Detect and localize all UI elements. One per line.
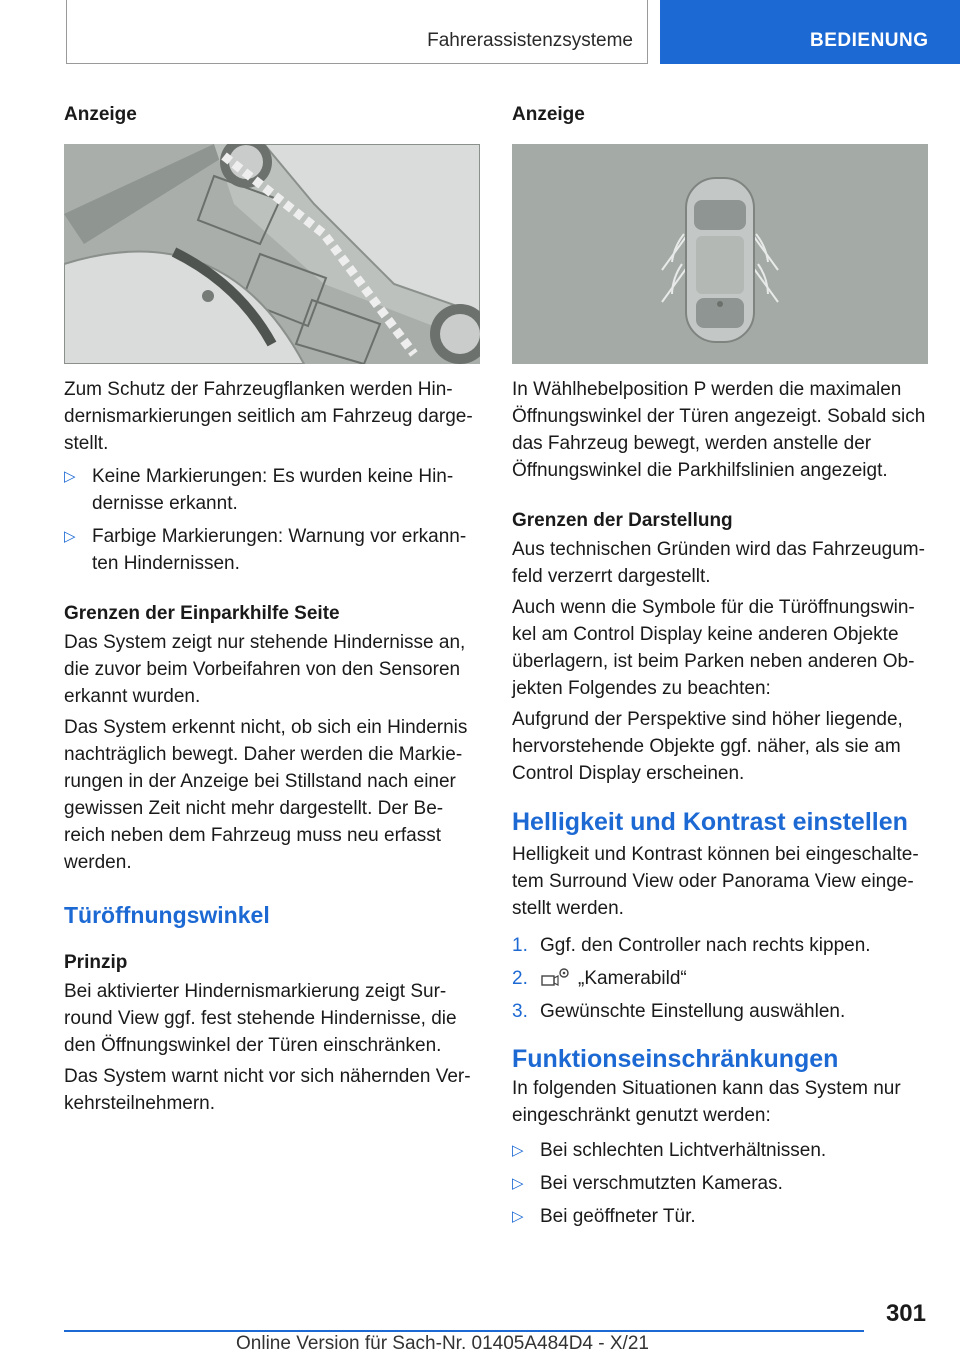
darstellung-paragraph-3: Aufgrund der Perspektive sind höher liegende, hervorstehende Objekte ggf. näher, als sie am Control Display erscheinen. [512,709,903,784]
grenzen-paragraph-1: Das System zeigt nur stehende Hindernisse an, die zuvor beim Vorbeifahren von den Sensoren erkannt wurden. [64,632,466,707]
funktionseinschraenkungen-heading: Funktionseinschränkungen [512,1045,839,1073]
list-item: ▷ Bei geöffneter Tür. [512,1203,928,1230]
list-item: ▷ Bei verschmutzten Kameras. [512,1170,928,1197]
bullet-arrow-icon: ▷ [64,528,76,545]
anzeige-heading: Anzeige [512,104,585,125]
helligkeit-paragraph: Helligkeit und Kontrast können bei eingeschalte-tem Surround View oder Panorama View einge-stellt werden. [512,844,919,919]
left-column [64,100,480,1117]
camera-settings-icon [540,966,572,988]
steps-list [512,932,928,1025]
page-number: 301 [885,1300,926,1327]
header-chapter-tab [660,0,960,64]
helligkeit-kontrast-heading: Helligkeit und Kontrast einstellen [512,808,908,836]
list-item: 2. „Kamerabild“ [512,968,687,989]
list-item: ▷ Farbige Markierungen: Warnung vor erkann-ten Hindernissen. [64,523,480,577]
bullet-arrow-icon: ▷ [512,1175,524,1192]
left-intro-text: Zum Schutz der Fahrzeugflanken werden Hin-dernismarkierungen seitlich am Fahrzeug darge-stellt. [64,379,473,454]
bullet-arrow-icon: ▷ [512,1208,524,1225]
footer-text: Online Version für Sach-Nr. 01405A484D4 - X/21 [236,1333,649,1354]
marking-bullet-list [64,463,480,577]
footer-divider [64,1330,864,1332]
anzeige-heading: Anzeige [64,104,137,125]
list-item: 1. Ggf. den Controller nach rechts kippen. [512,935,871,956]
door-opening-angle-illustration [512,144,928,364]
darstellung-paragraph-1: Aus technischen Gründen wird das Fahrzeugum-feld verzerrt dargestellt. [512,539,925,587]
header-section-tab [66,0,648,64]
header-section-title: Fahrerassistenzsysteme [427,30,633,51]
list-item: ▷ Keine Markierungen: Es wurden keine Hin-dernisse erkannt. [64,463,480,517]
grenzen-einparkhilfe-heading: Grenzen der Einparkhilfe Seite [64,603,340,624]
prinzip-paragraph-1: Bei aktivierter Hindernismarkierung zeigt Sur-round View ggf. fest stehende Hindernisse, die den Öffnungswinkel der Türen einschränken. [64,981,457,1056]
bullet-arrow-icon: ▷ [512,1142,524,1159]
side-obstacle-marking-illustration [64,144,480,364]
header-chapter-title: BEDIENUNG [810,30,929,51]
prinzip-paragraph-2: Das System warnt nicht vor sich nähernden Ver-kehrsteilnehmern. [64,1066,471,1114]
grenzen-paragraph-2: Das System erkennt nicht, ob sich ein Hindernis nachträglich bewegt. Daher werden die Markie-rungen in der Anzeige bei Stillstand nach einer gewissen Zeit nicht mehr dargestellt. Der Be-reich neben dem Fahrzeug muss neu erfasst werden. [64,717,468,873]
prinzip-heading: Prinzip [64,952,128,973]
grenzen-darstellung-heading: Grenzen der Darstellung [512,510,733,531]
funktion-paragraph: In folgenden Situationen kann das System nur eingeschränkt genutzt werden: [512,1078,901,1126]
list-item: 3. Gewünschte Einstellung auswählen. [512,1001,846,1022]
darstellung-paragraph-2: Auch wenn die Symbole für die Türöffnungswin-kel am Control Display keine anderen Objekte überlagern, ist beim Parken neben anderen Ob-jekten Folgendes zu beachten: [512,597,915,699]
tueroeffnungswinkel-heading: Türöffnungswinkel [64,902,270,928]
bullet-arrow-icon: ▷ [64,468,76,485]
list-item: ▷ Bei schlechten Lichtverhältnissen. [512,1137,928,1164]
funktion-bullet-list [512,1137,928,1230]
right-anzeige-text: In Wählhebelposition P werden die maximalen Öffnungswinkel der Türen angezeigt. Sobald sich das Fahrzeug bewegt, werden anstelle der Öffnungswinkel die Parkhilfslinien angezeigt. [512,379,926,481]
right-column [512,100,928,1230]
